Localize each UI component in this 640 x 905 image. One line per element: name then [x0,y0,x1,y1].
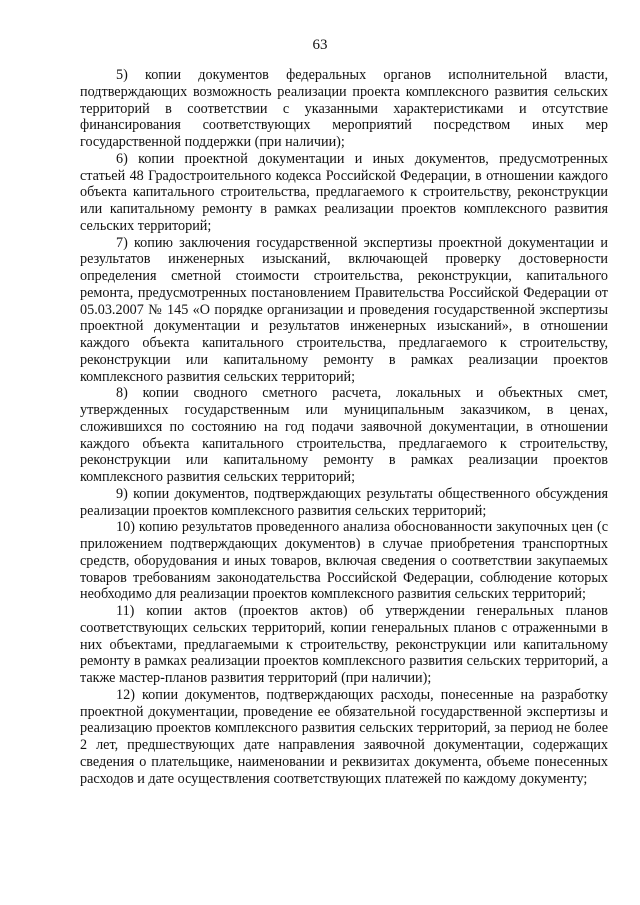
list-item-8: 8) копии сводного сметного расчета, локальных и объектных смет, утвержденных государственным или муниципальным заказчиком, в ценах, сложившихся по состоянию на год подачи заявочной документации, в отношении каждого объекта капитального строительства, предлагаемого к строительству, реконструкции или капитальному ремонту в рамках реализации проектов комплексного развития сельских территорий; [80,385,608,485]
page-number: 63 [312,37,328,53]
list-item-9: 9) копии документов, подтверждающих результаты общественного обсуждения реализации проектов комплексного развития сельских территорий; [80,485,608,519]
list-item-6: 6) копии проектной документации и иных документов, предусмотренных статьей 48 Градостроительного кодекса Российской Федерации, в отношении каждого объекта капитального строительства, предлагаемого к строительству, реконструкции или капитальному ремонту в рамках реализации проектов комплексного развития сельских территорий; [80,150,608,234]
list-item-10: 10) копию результатов проведенного анализа обоснованности закупочных цен (с приложением подтверждающих документов) в случае приобретения транспортных средств, оборудования и иных товаров, включая сведения о соответствии закупаемых товаров требованиям законодательства Российской Федерации, соблюдение которых необходимо для реализации проектов комплексного развития сельских территорий; [80,519,608,603]
list-item-12: 12) копии документов, подтверждающих расходы, понесенные на разработку проектной документации, проведение ее обязательной государственной экспертизы и реализацию проектов комплексного развития сельских территорий, за период не более 2 лет, предшествующих дате направления заявочной документации, содержащих сведения о плательщике, наименовании и реквизитах документа, объеме понесенных расходов и дате осуществления соответствующих платежей по каждому документу; [80,686,608,787]
document-body [80,67,608,787]
list-item-7: 7) копию заключения государственной экспертизы проектной документации и результатов инженерных изысканий, включающей проверку достоверности определения сметной стоимости строительства, реконструкции, капитального ремонта, предусмотренных постановлением Правительства Российской Федерации от 05.03.2007 № 145 «О порядке организации и проведения государственной экспертизы проектной документации и результатов инженерных изысканий», в отношении каждого объекта капитального строительства, предлагаемого к строительству, реконструкции или капитальному ремонту в рамках реализации проектов комплексного развития сельских территорий; [80,234,608,385]
list-item-11: 11) копии актов (проектов актов) об утверждении генеральных планов соответствующих сельских территорий, копии генеральных планов с отраженными в них объектами, предлагаемыми к строительству, реконструкции или капитальному ремонту в рамках реализации проектов комплексного развития сельских территорий, а также мастер-планов развития территорий (при наличии); [80,603,608,686]
list-item-5: 5) копии документов федеральных органов исполнительной власти, подтверждающих возможность реализации проекта комплексного развития сельских территорий в соответствии с указанными характеристиками и отсутствие финансирования соответствующих мероприятий посредством иных мер государственной поддержки (при наличии); [80,67,608,150]
